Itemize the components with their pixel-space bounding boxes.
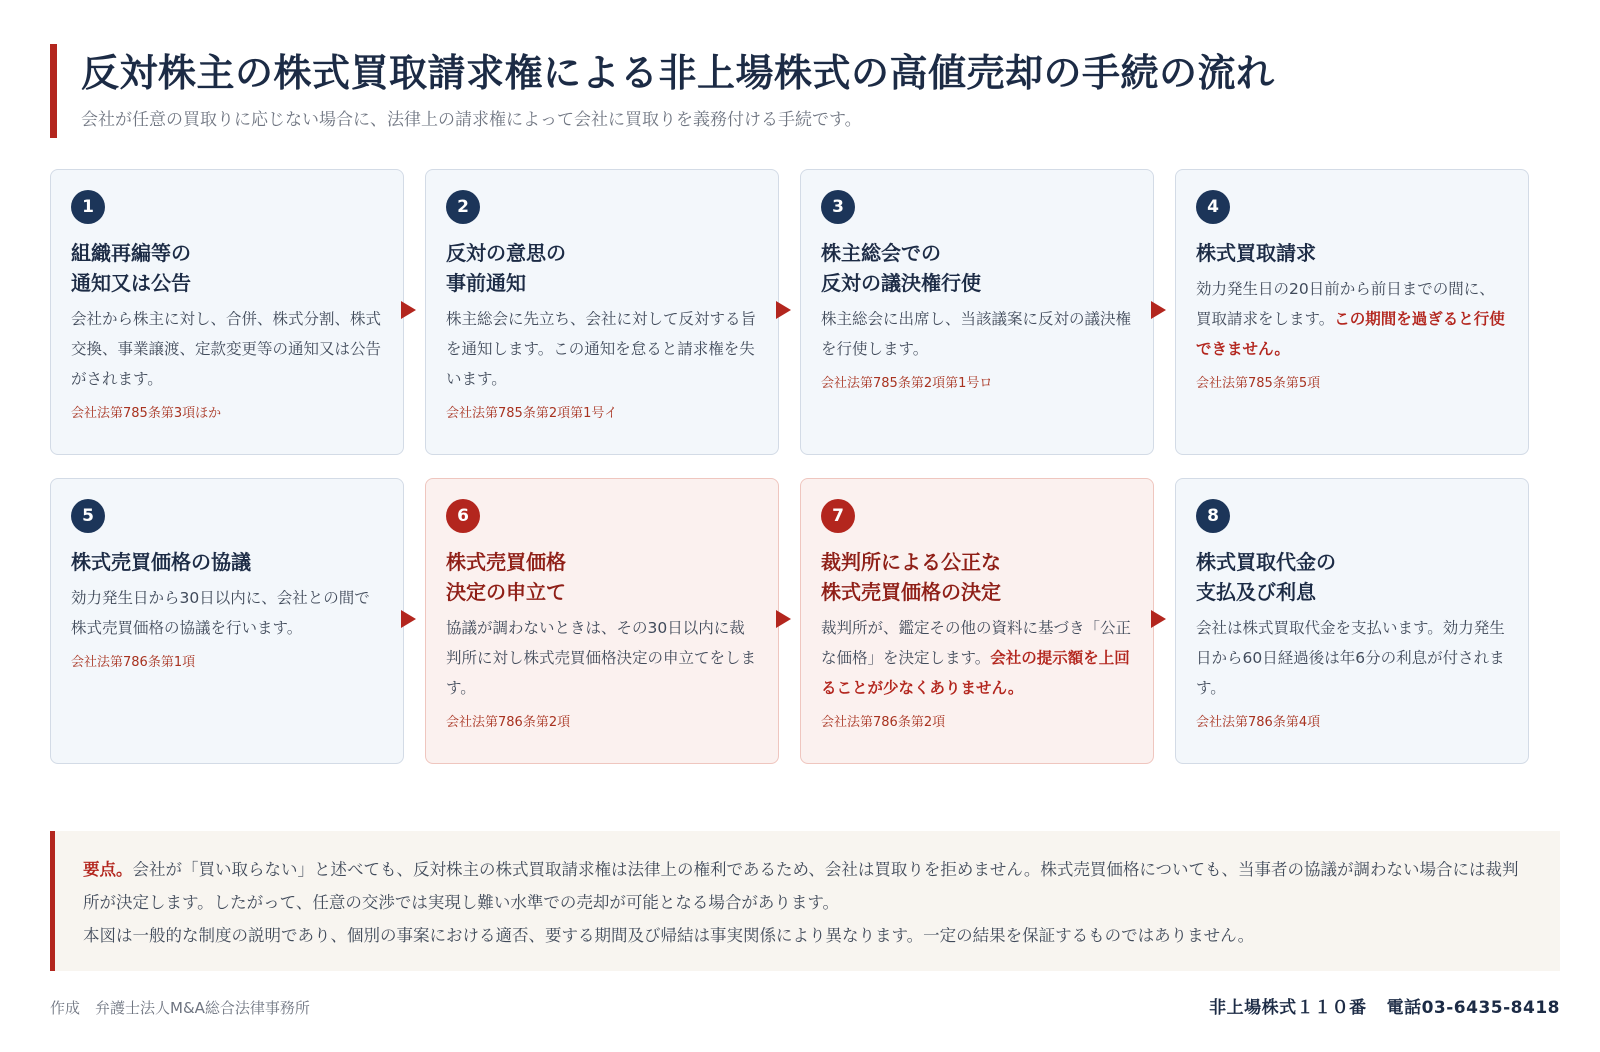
step-card-6 bbox=[425, 478, 779, 764]
page-header bbox=[50, 44, 1560, 138]
step-description: 効力発生日の20日前から前日までの間に、買取請求をします。この期間を過ぎると行使できません。 bbox=[1196, 280, 1505, 358]
step-description: 会社から株主に対し、合併、株式分割、株式交換、事業譲渡、定款変更等の通知又は公告がされます。 bbox=[71, 310, 382, 388]
page-subtitle: 会社が任意の買取りに応じない場合に、法律上の請求権によって会社に買取りを義務付ける手続です。 bbox=[81, 110, 862, 130]
step-number: 7 bbox=[821, 499, 855, 533]
step-legal-reference: 会社法第786条第2項 bbox=[446, 715, 571, 730]
step-legal-reference: 会社法第785条第2項第1号ロ bbox=[821, 376, 993, 391]
key-points-note bbox=[50, 831, 1560, 971]
step-legal-reference: 会社法第786条第2項 bbox=[821, 715, 946, 730]
step-number: 4 bbox=[1196, 190, 1230, 224]
phone-number: 電話03-6435-8418 bbox=[1386, 998, 1560, 1018]
step-legal-reference: 会社法第785条第2項第1号イ bbox=[446, 406, 618, 421]
flow-arrow-3-4 bbox=[1151, 301, 1166, 319]
step-number: 6 bbox=[446, 499, 480, 533]
step-card-4 bbox=[1175, 169, 1529, 455]
step-number: 5 bbox=[71, 499, 105, 533]
step-number: 3 bbox=[821, 190, 855, 224]
step-card-7 bbox=[800, 478, 1154, 764]
author-credit: 作成 弁護士法人M&A総合法律事務所 bbox=[50, 999, 310, 1017]
flow-arrow-7-8 bbox=[1151, 610, 1166, 628]
step-legal-reference: 会社法第785条第5項 bbox=[1196, 376, 1321, 391]
step-title: 株式売買価格 決定の申立て bbox=[446, 550, 566, 604]
step-title: 裁判所による公正な 株式売買価格の決定 bbox=[821, 550, 1001, 604]
page-title: 反対株主の株式買取請求権による非上場株式の高値売却の手続の流れ bbox=[81, 51, 1275, 95]
step-description: 効力発生日から30日以内に、会社との間で株式売買価格の協議を行います。 bbox=[71, 589, 370, 637]
flow-arrow-1-2 bbox=[401, 301, 416, 319]
step-card-1 bbox=[50, 169, 404, 455]
step-description: 株主総会に先立ち、会社に対して反対する旨を通知します。この通知を怠ると請求権を失います。 bbox=[446, 310, 757, 388]
step-title: 反対の意思の 事前通知 bbox=[446, 241, 566, 295]
disclaimer-text: 本図は一般的な制度の説明であり、個別の事案における適否、要する期間及び帰結は事実関係により異なります。一定の結果を保証するものではありません。 bbox=[83, 926, 1255, 945]
brand-name: 非上場株式１１０番 bbox=[1209, 998, 1367, 1018]
step-title: 組織再編等の 通知又は公告 bbox=[71, 241, 191, 295]
step-number: 2 bbox=[446, 190, 480, 224]
step-card-5 bbox=[50, 478, 404, 764]
step-number: 1 bbox=[71, 190, 105, 224]
step-legal-reference: 会社法第786条第4項 bbox=[1196, 715, 1321, 730]
flow-arrow-2-3 bbox=[776, 301, 791, 319]
contact-info bbox=[1209, 996, 1560, 1020]
key-points-text: 要点。会社が「買い取らない」と述べても、反対株主の株式買取請求権は法律上の権利であるため、会社は買取りを拒めません。株式売買価格についても、当事者の協議が調わない場合には裁判所が決定します。したがって、任意の交渉では実現し難い水準での売却が可能となる場合があります。 bbox=[83, 860, 1519, 912]
step-card-2 bbox=[425, 169, 779, 455]
step-title: 株式売買価格の協議 bbox=[71, 550, 251, 574]
step-number: 8 bbox=[1196, 499, 1230, 533]
flow-arrow-6-7 bbox=[776, 610, 791, 628]
step-description: 裁判所が、鑑定その他の資料に基づき「公正な価格」を決定します。会社の提示額を上回ることが少なくありません。 bbox=[821, 619, 1132, 697]
step-description: 会社は株式買取代金を支払います。効力発生日から60日経過後は年6分の利息が付されます。 bbox=[1196, 619, 1505, 697]
step-card-3 bbox=[800, 169, 1154, 455]
step-legal-reference: 会社法第786条第1項 bbox=[71, 655, 196, 670]
flow-arrow-5-6 bbox=[401, 610, 416, 628]
step-description: 協議が調わないときは、その30日以内に裁判所に対し株式売買価格決定の申立てをします。 bbox=[446, 619, 757, 697]
step-description: 株主総会に出席し、当該議案に反対の議決権を行使します。 bbox=[821, 310, 1132, 358]
step-title: 株式買取代金の 支払及び利息 bbox=[1196, 550, 1336, 604]
step-title: 株式買取請求 bbox=[1196, 241, 1316, 265]
step-title: 株主総会での 反対の議決権行使 bbox=[821, 241, 981, 295]
key-points-lead: 要点。 bbox=[83, 860, 133, 879]
step-card-8 bbox=[1175, 478, 1529, 764]
step-legal-reference: 会社法第785条第3項ほか bbox=[71, 406, 222, 421]
